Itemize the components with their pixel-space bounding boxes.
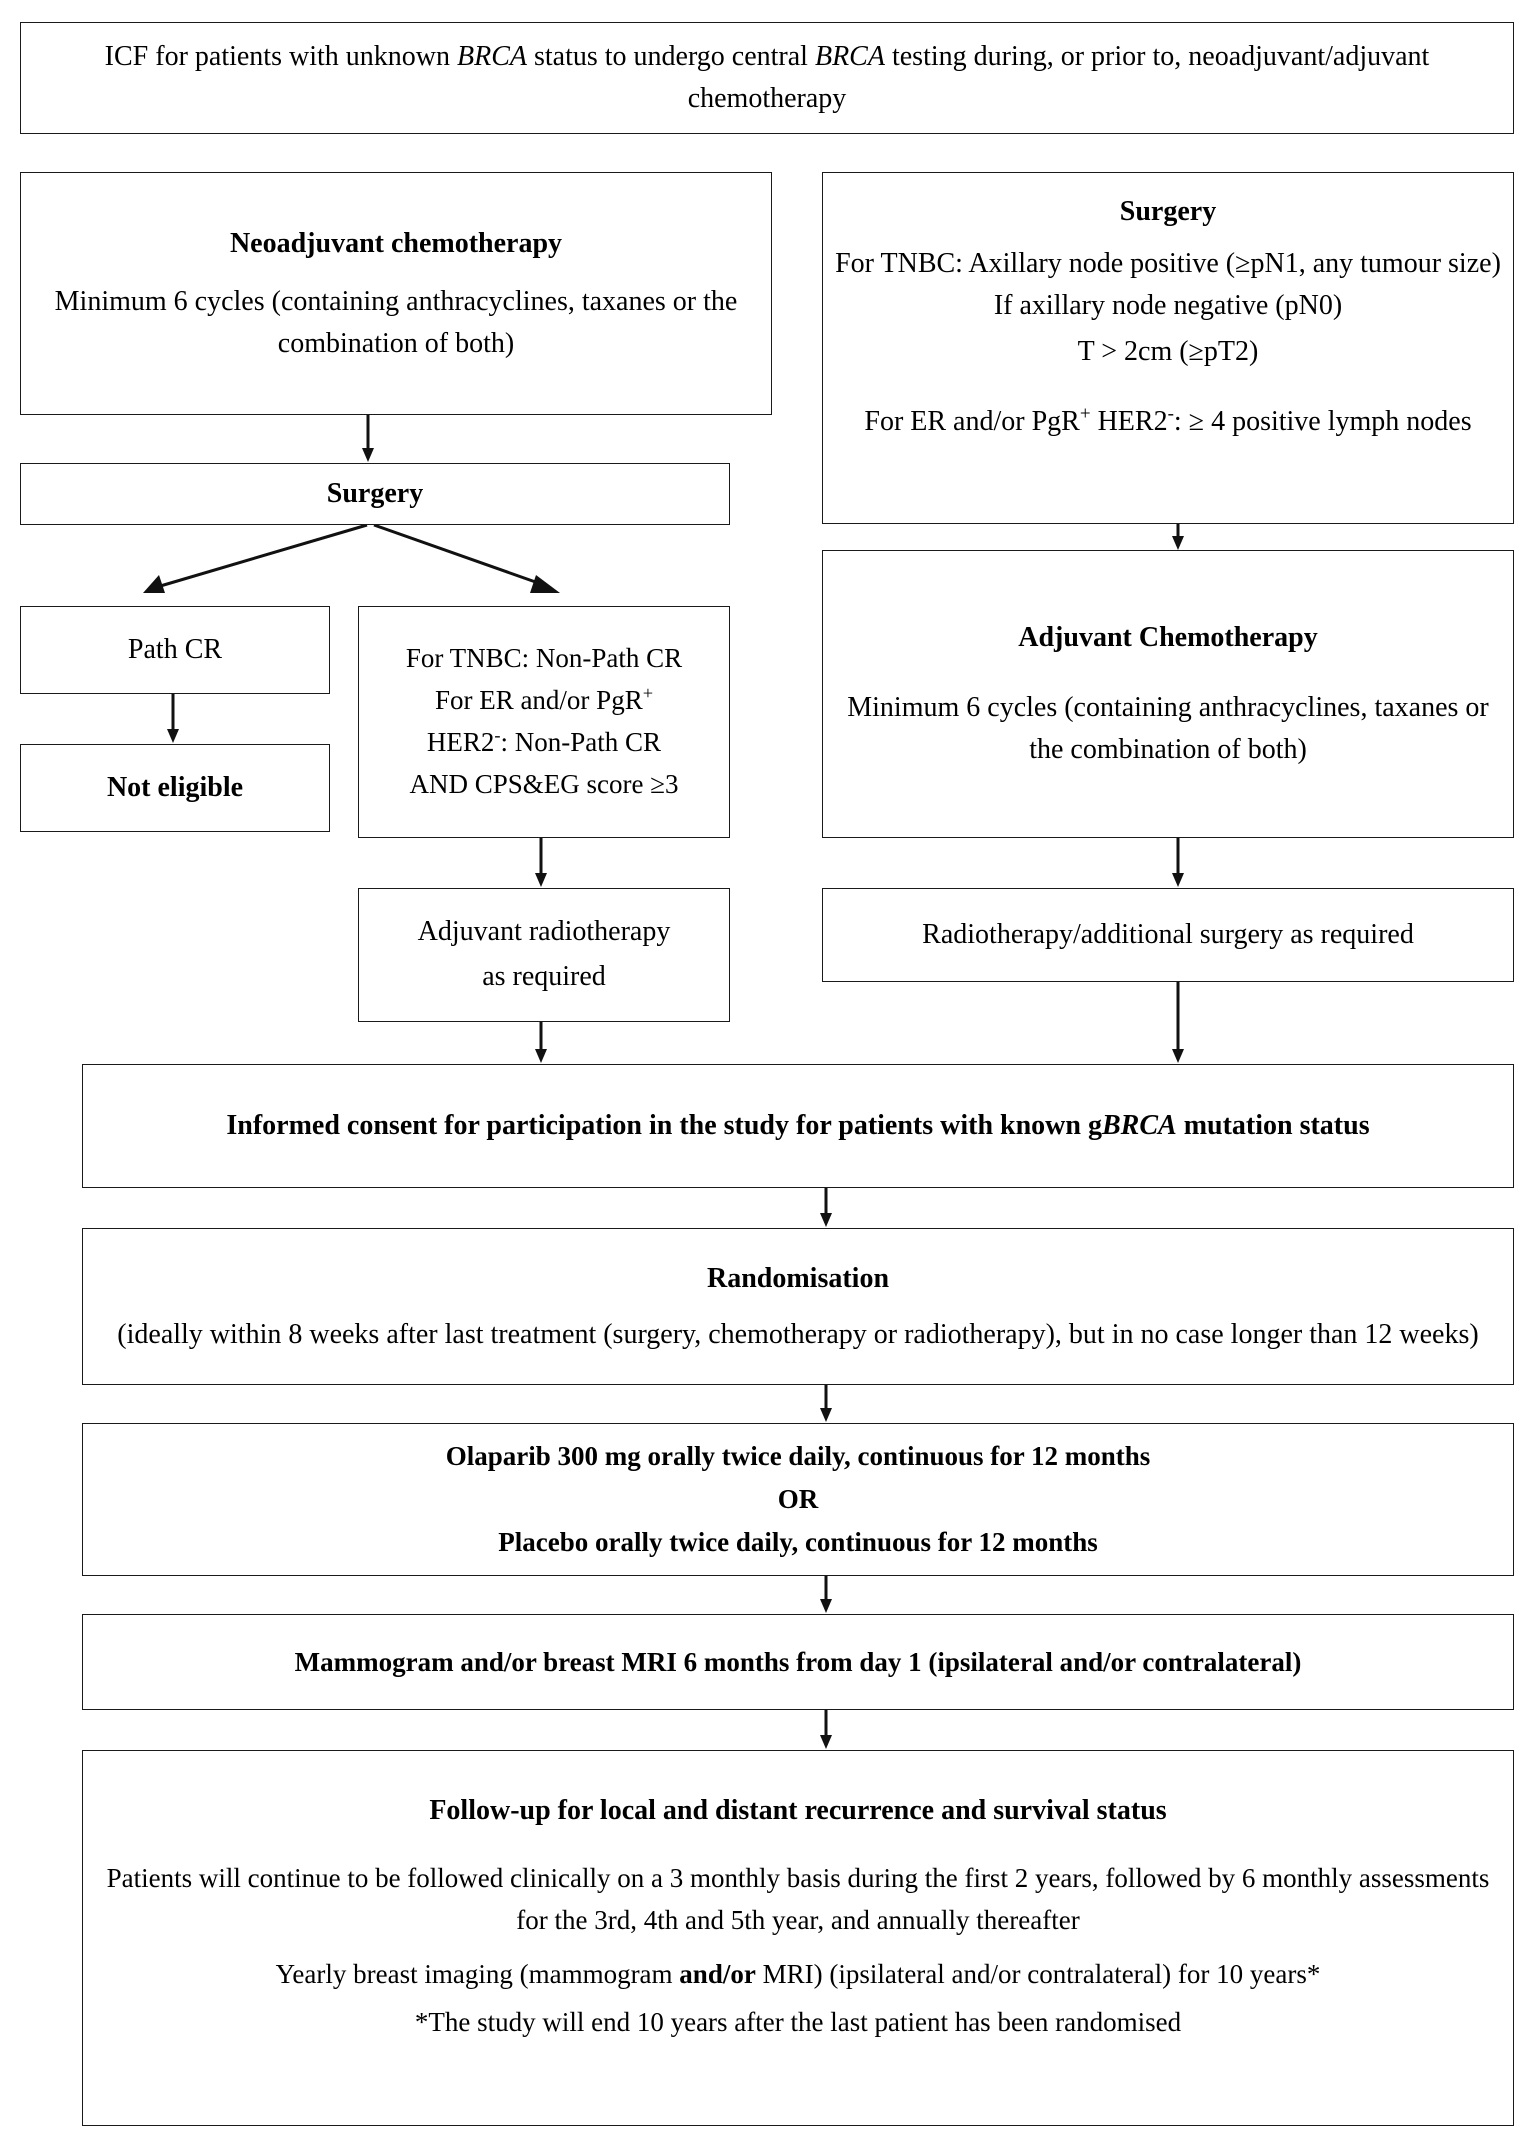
path-cr-label: Path CR <box>127 634 223 665</box>
non-path-cr-line2: For ER and/or PgR+ <box>434 683 654 716</box>
node-surgery-left <box>20 463 730 525</box>
informed-consent-label: Informed consent for participation in the study for patients with known gBRCA mutation status <box>226 1110 1370 1141</box>
neoadjuvant-heading: Neoadjuvant chemotherapy <box>229 227 563 259</box>
arrow-nonpathcr-to-adjuvantradio <box>533 838 549 888</box>
surgery-right-body1a: For TNBC: Axillary node positive (≥pN1, any tumour size) If axillary node negative (pN0) <box>835 248 1501 321</box>
node-icf-unknown-brca <box>20 22 1514 134</box>
arrow-imaging-to-followup <box>818 1710 834 1750</box>
not-eligible-label: Not eligible <box>106 772 244 803</box>
arrow-surgery-to-pathcr <box>135 523 375 603</box>
node-treatment-arms <box>82 1423 1514 1576</box>
surgery-right-heading: Surgery <box>1119 196 1217 227</box>
neoadjuvant-body: Minimum 6 cycles (containing anthracyclines, taxanes or the combination of both) <box>54 285 738 359</box>
non-path-cr-line3: HER2-: Non-Path CR <box>426 725 662 757</box>
node-neoadjuvant-chemotherapy <box>20 172 772 415</box>
randomisation-heading: Randomisation <box>706 1262 890 1294</box>
arrow-consent-to-randomisation <box>818 1188 834 1228</box>
surgery-right-body2: For ER and/or PgR+ HER2-: ≥ 4 positive lymph nodes <box>864 403 1472 437</box>
arrow-neoadjuvant-to-surgery <box>360 415 376 463</box>
adjuvant-chemo-body: Minimum 6 cycles (containing anthracyclines, taxanes or the combination of both) <box>847 692 1489 765</box>
imaging-label: Mammogram and/or breast MRI 6 months from day 1 (ipsilateral and/or contralateral) <box>294 1646 1302 1677</box>
follow-up-body3: *The study will end 10 years after the last patient has been randomised <box>414 2006 1182 2037</box>
treatment-line2: OR <box>777 1483 819 1514</box>
node-informed-consent <box>82 1064 1514 1188</box>
icf-text: ICF for patients with unknown BRCA status to undergo central BRCA testing during, or prior to, neoadjuvant/adjuvant chemotherapy <box>104 41 1430 114</box>
adjuvant-chemo-heading: Adjuvant Chemotherapy <box>1018 622 1318 653</box>
arrow-radiosurgery-to-consent <box>1170 982 1186 1064</box>
follow-up-heading: Follow-up for local and distant recurrence and survival status <box>429 1795 1167 1826</box>
treatment-line1: Olaparib 300 mg orally twice daily, continuous for 12 months <box>445 1440 1151 1471</box>
non-path-cr-line1: For TNBC: Non-Path CR <box>405 643 683 674</box>
node-randomisation <box>82 1228 1514 1385</box>
arrow-surgery-to-nonpathcr <box>368 523 568 603</box>
arrow-randomisation-to-treatment <box>818 1385 834 1423</box>
arrow-adjuvantchemo-to-radiosurgery <box>1170 838 1186 888</box>
node-non-path-cr <box>358 606 730 838</box>
node-path-cr <box>20 606 330 694</box>
follow-up-body1: Patients will continue to be followed clinically on a 3 monthly basis during the first 2 years, followed by 6 monthly assessments for the 3rd, 4th and 5th year, and annually thereafter <box>106 1863 1490 1936</box>
surgery-right-body1b: T > 2cm (≥pT2) <box>1077 336 1259 367</box>
adjuvant-radio-line1: Adjuvant radiotherapy <box>417 916 671 948</box>
adjuvant-radio-line2: as required <box>482 961 606 992</box>
arrow-adjuvantradio-to-consent <box>533 1022 549 1064</box>
surgery-left-heading: Surgery <box>326 478 424 509</box>
radio-surgery-label: Radiotherapy/additional surgery as required <box>922 919 1414 950</box>
arrow-treatment-to-imaging <box>818 1576 834 1614</box>
follow-up-body2: Yearly breast imaging (mammogram and/or MRI) (ipsilateral and/or contralateral) for 10 years* <box>275 1959 1321 1990</box>
non-path-cr-line4: AND CPS&EG score ≥3 <box>409 768 679 799</box>
node-adjuvant-chemotherapy <box>822 550 1514 838</box>
node-radiotherapy-additional-surgery <box>822 888 1514 982</box>
node-not-eligible <box>20 744 330 832</box>
treatment-line3: Placebo orally twice daily, continuous for 12 months <box>498 1527 1098 1558</box>
node-follow-up <box>82 1750 1514 2126</box>
node-adjuvant-radiotherapy <box>358 888 730 1022</box>
arrow-surgeryright-to-adjuvantchemo <box>1170 523 1186 551</box>
arrow-pathcr-to-noteligible <box>165 694 181 744</box>
randomisation-body: (ideally within 8 weeks after last treatment (surgery, chemotherapy or radiotherapy), but in no case longer than 12 weeks) <box>117 1318 1479 1350</box>
node-imaging <box>82 1614 1514 1710</box>
node-surgery-right <box>822 172 1514 524</box>
